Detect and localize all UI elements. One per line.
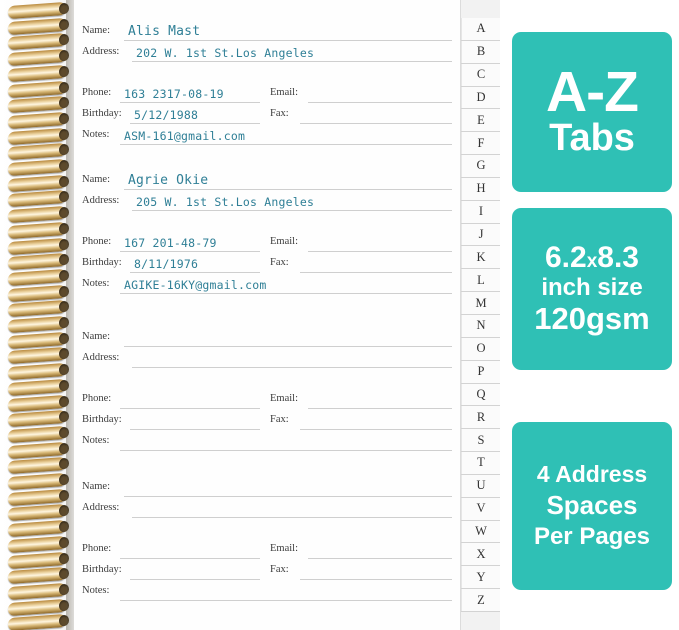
birthday-fax-row bbox=[82, 561, 452, 582]
tab-label: L bbox=[477, 272, 485, 287]
spiral-coil bbox=[8, 457, 66, 474]
tab-q[interactable] bbox=[461, 384, 500, 407]
tab-label: Q bbox=[476, 386, 486, 401]
tab-label: U bbox=[476, 478, 486, 493]
tab-e[interactable] bbox=[461, 109, 500, 132]
tab-j[interactable] bbox=[461, 224, 500, 247]
name-row bbox=[82, 328, 452, 349]
tab-k[interactable] bbox=[461, 246, 500, 269]
tab-g[interactable] bbox=[461, 155, 500, 178]
fax-label: Fax: bbox=[270, 108, 289, 119]
write-line[interactable] bbox=[120, 450, 452, 451]
write-line[interactable] bbox=[132, 61, 452, 62]
notes-value: ASM-161@gmail.com bbox=[124, 129, 246, 143]
write-line[interactable] bbox=[300, 579, 452, 580]
spiral-binding bbox=[0, 0, 74, 630]
spaces-panel-line3: Per Pages bbox=[533, 522, 651, 550]
spiral-coil bbox=[8, 489, 66, 506]
tabs-panel-line2: Tabs bbox=[549, 117, 635, 160]
spacer-row bbox=[82, 64, 452, 84]
spiral-coil bbox=[8, 442, 66, 459]
tab-label: I bbox=[478, 204, 484, 219]
tab-u[interactable] bbox=[461, 475, 500, 498]
spaces-panel-line2: Spaces bbox=[546, 490, 638, 521]
tab-w[interactable] bbox=[461, 521, 500, 544]
notes-label: Notes: bbox=[82, 278, 110, 289]
write-line[interactable] bbox=[300, 123, 452, 124]
phone-email-row bbox=[82, 540, 452, 561]
name-label: Name: bbox=[82, 174, 110, 185]
tab-r[interactable] bbox=[461, 406, 500, 429]
spiral-coil bbox=[8, 2, 66, 19]
address-label: Address: bbox=[82, 46, 120, 57]
write-line[interactable] bbox=[300, 272, 452, 273]
birthday-label: Birthday: bbox=[82, 257, 122, 268]
tab-s[interactable] bbox=[461, 429, 500, 452]
spiral-coil bbox=[8, 80, 66, 97]
write-line[interactable] bbox=[124, 189, 452, 190]
name-row bbox=[82, 171, 452, 192]
name-value: Agrie Okie bbox=[128, 173, 209, 188]
tab-label: G bbox=[476, 158, 486, 173]
spiral-coil bbox=[8, 394, 66, 411]
email-label: Email: bbox=[270, 393, 298, 404]
phone-label: Phone: bbox=[82, 236, 112, 247]
spiral-coil bbox=[8, 96, 66, 113]
spiral-coil bbox=[8, 18, 66, 35]
birthday-fax-row bbox=[82, 254, 452, 275]
write-line[interactable] bbox=[308, 558, 452, 559]
notes-row bbox=[82, 432, 452, 453]
phone-label: Phone: bbox=[82, 87, 112, 98]
tab-h[interactable] bbox=[461, 178, 500, 201]
write-line[interactable] bbox=[120, 251, 260, 252]
spiral-coil bbox=[8, 237, 66, 254]
write-line[interactable] bbox=[308, 251, 452, 252]
spiral-coil bbox=[8, 583, 66, 600]
spiral-coil bbox=[8, 300, 66, 317]
tab-label: V bbox=[476, 501, 486, 516]
birthday-label: Birthday: bbox=[82, 414, 122, 425]
notes-row bbox=[82, 126, 452, 147]
address-entry bbox=[82, 171, 452, 296]
a-z-index-tabs[interactable] bbox=[460, 0, 500, 630]
spiral-coil bbox=[8, 599, 66, 616]
tab-v[interactable] bbox=[461, 498, 500, 521]
notes-row bbox=[82, 275, 452, 296]
address-row bbox=[82, 43, 452, 64]
write-line[interactable] bbox=[120, 558, 260, 559]
email-label: Email: bbox=[270, 236, 298, 247]
tab-o[interactable] bbox=[461, 338, 500, 361]
spiral-coil bbox=[8, 253, 66, 270]
write-line[interactable] bbox=[124, 496, 452, 497]
spiral-coil bbox=[8, 143, 66, 160]
feature-panels bbox=[512, 0, 679, 630]
spacer-row bbox=[82, 520, 452, 540]
spacer-row bbox=[82, 213, 452, 233]
tab-z[interactable] bbox=[461, 589, 500, 612]
tab-i[interactable] bbox=[461, 201, 500, 224]
write-line[interactable] bbox=[124, 346, 452, 347]
tab-label: J bbox=[478, 227, 484, 242]
address-book-page bbox=[74, 0, 460, 630]
tab-label: S bbox=[477, 432, 485, 447]
write-line[interactable] bbox=[120, 102, 260, 103]
write-line[interactable] bbox=[132, 210, 452, 211]
size-width: 6.2 bbox=[544, 240, 587, 274]
email-label: Email: bbox=[270, 87, 298, 98]
address-label: Address: bbox=[82, 195, 120, 206]
paper-weight-label: 120gsm bbox=[534, 301, 650, 337]
name-label: Name: bbox=[82, 481, 110, 492]
address-row bbox=[82, 192, 452, 213]
write-line[interactable] bbox=[130, 429, 260, 430]
spiral-coil bbox=[8, 65, 66, 82]
address-entry bbox=[82, 328, 452, 453]
write-line[interactable] bbox=[120, 408, 260, 409]
tab-p[interactable] bbox=[461, 361, 500, 384]
email-label: Email: bbox=[270, 543, 298, 554]
name-value: Alis Mast bbox=[128, 24, 201, 39]
tab-n[interactable] bbox=[461, 315, 500, 338]
tab-label: X bbox=[476, 546, 486, 561]
spiral-coil bbox=[8, 426, 66, 443]
size-panel bbox=[512, 208, 672, 370]
birthday-fax-row bbox=[82, 105, 452, 126]
write-line[interactable] bbox=[132, 517, 452, 518]
address-value: 205 W. 1st St.Los Angeles bbox=[136, 195, 315, 209]
tab-label: W bbox=[475, 524, 487, 539]
tab-m[interactable] bbox=[461, 292, 500, 315]
spiral-coil bbox=[8, 159, 66, 176]
tab-b[interactable] bbox=[461, 41, 500, 64]
spiral-coil bbox=[8, 347, 66, 364]
tab-label: H bbox=[476, 181, 486, 196]
tab-d[interactable] bbox=[461, 87, 500, 110]
spiral-coil bbox=[8, 128, 66, 145]
notes-label: Notes: bbox=[82, 585, 110, 596]
size-separator: x bbox=[586, 250, 598, 272]
write-line[interactable] bbox=[308, 102, 452, 103]
spiral-coil bbox=[8, 614, 66, 630]
tab-label: B bbox=[476, 44, 486, 59]
phone-value: 167 201-48-79 bbox=[124, 236, 217, 250]
spiral-coil bbox=[8, 190, 66, 207]
write-line[interactable] bbox=[120, 600, 452, 601]
tab-label: T bbox=[477, 455, 485, 470]
notes-row bbox=[82, 582, 452, 603]
size-unit-label: inch size bbox=[541, 273, 643, 301]
name-label: Name: bbox=[82, 331, 110, 342]
address-label: Address: bbox=[82, 502, 120, 513]
tab-label: R bbox=[476, 409, 486, 424]
spiral-coil bbox=[8, 410, 66, 427]
spiral-coil bbox=[8, 536, 66, 553]
spiral-coil bbox=[8, 473, 66, 490]
fax-label: Fax: bbox=[270, 257, 289, 268]
tab-x[interactable] bbox=[461, 543, 500, 566]
write-line[interactable] bbox=[120, 144, 452, 145]
write-line[interactable] bbox=[300, 429, 452, 430]
name-row bbox=[82, 478, 452, 499]
phone-email-row bbox=[82, 390, 452, 411]
name-label: Name: bbox=[82, 25, 110, 36]
spacer-row bbox=[82, 370, 452, 390]
spiral-coil bbox=[8, 112, 66, 129]
fax-label: Fax: bbox=[270, 414, 289, 425]
birthday-label: Birthday: bbox=[82, 108, 122, 119]
phone-email-row bbox=[82, 233, 452, 254]
notes-label: Notes: bbox=[82, 435, 110, 446]
write-line[interactable] bbox=[130, 579, 260, 580]
tab-l[interactable] bbox=[461, 269, 500, 292]
write-line[interactable] bbox=[132, 367, 452, 368]
size-dimensions bbox=[545, 241, 639, 274]
address-row bbox=[82, 349, 452, 370]
tab-label: A bbox=[476, 21, 486, 36]
spiral-coil bbox=[8, 206, 66, 223]
name-row bbox=[82, 22, 452, 43]
spiral-coil bbox=[8, 175, 66, 192]
write-line[interactable] bbox=[130, 123, 260, 124]
tab-label: Y bbox=[476, 569, 486, 584]
spaces-panel bbox=[512, 422, 672, 590]
notes-label: Notes: bbox=[82, 129, 110, 140]
tab-y[interactable] bbox=[461, 566, 500, 589]
tabs-panel-line1: A-Z bbox=[546, 59, 638, 124]
spiral-coil bbox=[8, 332, 66, 349]
spiral-coil bbox=[8, 504, 66, 521]
address-label: Address: bbox=[82, 352, 120, 363]
tab-label: N bbox=[476, 318, 486, 333]
write-line[interactable] bbox=[308, 408, 452, 409]
birthday-label: Birthday: bbox=[82, 564, 122, 575]
spiral-coil bbox=[8, 379, 66, 396]
address-value: 202 W. 1st St.Los Angeles bbox=[136, 46, 315, 60]
spiral-coil bbox=[8, 520, 66, 537]
birthday-value: 8/11/1976 bbox=[134, 257, 199, 271]
tab-a[interactable] bbox=[461, 18, 500, 41]
tab-label: C bbox=[476, 67, 486, 82]
address-entry bbox=[82, 22, 452, 147]
spiral-coil bbox=[8, 49, 66, 66]
spiral-coil bbox=[8, 33, 66, 50]
spiral-coil bbox=[8, 363, 66, 380]
tab-label: K bbox=[476, 249, 486, 264]
write-line[interactable] bbox=[120, 293, 452, 294]
phone-label: Phone: bbox=[82, 393, 112, 404]
spiral-coil bbox=[8, 551, 66, 568]
tab-label: Z bbox=[477, 592, 485, 607]
spiral-coil bbox=[8, 567, 66, 584]
notes-value: AGIKE-16KY@gmail.com bbox=[124, 278, 267, 292]
tab-c[interactable] bbox=[461, 64, 500, 87]
birthday-fax-row bbox=[82, 411, 452, 432]
tabs-panel bbox=[512, 32, 672, 192]
phone-email-row bbox=[82, 84, 452, 105]
spiral-coil bbox=[8, 222, 66, 239]
address-row bbox=[82, 499, 452, 520]
tab-label: E bbox=[477, 112, 485, 127]
tab-label: O bbox=[476, 341, 486, 356]
tab-label: P bbox=[477, 364, 485, 379]
tab-label: F bbox=[477, 135, 485, 150]
write-line[interactable] bbox=[130, 272, 260, 273]
spiral-coil bbox=[8, 316, 66, 333]
spiral-coil bbox=[8, 285, 66, 302]
phone-value: 163 2317-08-19 bbox=[124, 87, 224, 101]
tab-f[interactable] bbox=[461, 132, 500, 155]
birthday-value: 5/12/1988 bbox=[134, 108, 199, 122]
fax-label: Fax: bbox=[270, 564, 289, 575]
phone-label: Phone: bbox=[82, 543, 112, 554]
spiral-coil bbox=[8, 269, 66, 286]
tab-t[interactable] bbox=[461, 452, 500, 475]
spaces-panel-line1: 4 Address bbox=[536, 461, 648, 488]
tab-label: D bbox=[476, 89, 486, 104]
tab-label: M bbox=[475, 295, 487, 310]
size-height: 8.3 bbox=[597, 240, 639, 274]
write-line[interactable] bbox=[124, 40, 452, 41]
address-entry bbox=[82, 478, 452, 603]
